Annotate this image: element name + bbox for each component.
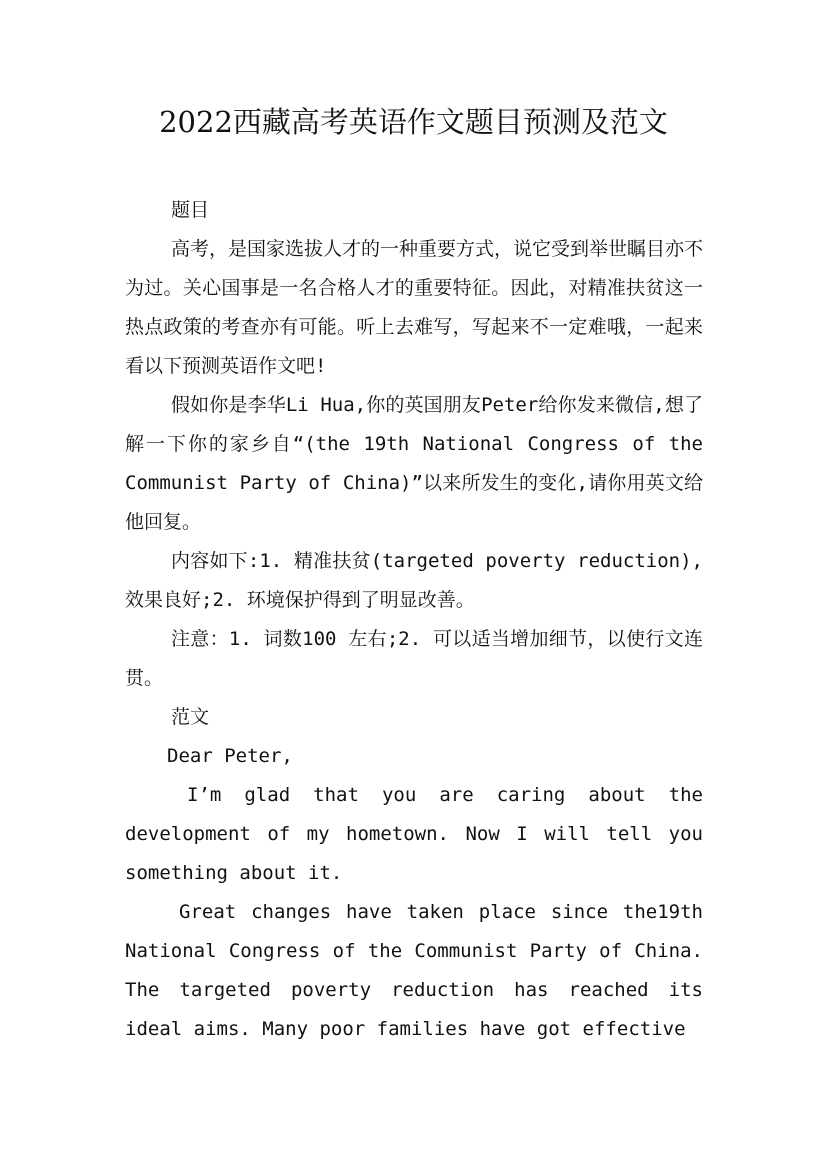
letter-paragraph: I’m glad that you are caring about the development of my hometown. Now I will tell you something about it.	[125, 784, 703, 884]
prompt-paragraph: 假如你是李华Li Hua,你的英国朋友Peter给你发来微信,想了解一下你的家乡自“(the 19th National Congress of the Communist Party of China)”以来所发生的变化,请你用英文给他回复。	[125, 394, 703, 533]
intro-paragraph: 高考，是国家选拔人才的一种重要方式，说它受到举世瞩目亦不为过。关心国事是一名合格人才的重要特征。因此，对精准扶贫这一热点政策的考查亦有可能。听上去难写，写起来不一定难哦，一起来看以下预测英语作文吧!	[125, 238, 704, 377]
document-body	[125, 191, 703, 1049]
section-heading-topic: 题目	[171, 199, 210, 221]
document-title: 2022西藏高考英语作文题目预测及范文	[159, 105, 668, 139]
notes-paragraph: 注意：1. 词数100 左右;2. 可以适当增加细节，以使行文连贯。	[125, 628, 703, 689]
letter-greeting: Dear Peter,	[167, 745, 293, 767]
letter-paragraph: Great changes have taken place since the19th National Congress of the Communist Party of China. The targeted poverty reduction has reached its ideal aims. Many poor families have got effective	[125, 901, 703, 1040]
section-heading-sample: 范文	[171, 706, 210, 728]
content-paragraph: 内容如下:1. 精准扶贫(targeted poverty reduction),效果良好;2. 环境保护得到了明显改善。	[125, 550, 703, 611]
